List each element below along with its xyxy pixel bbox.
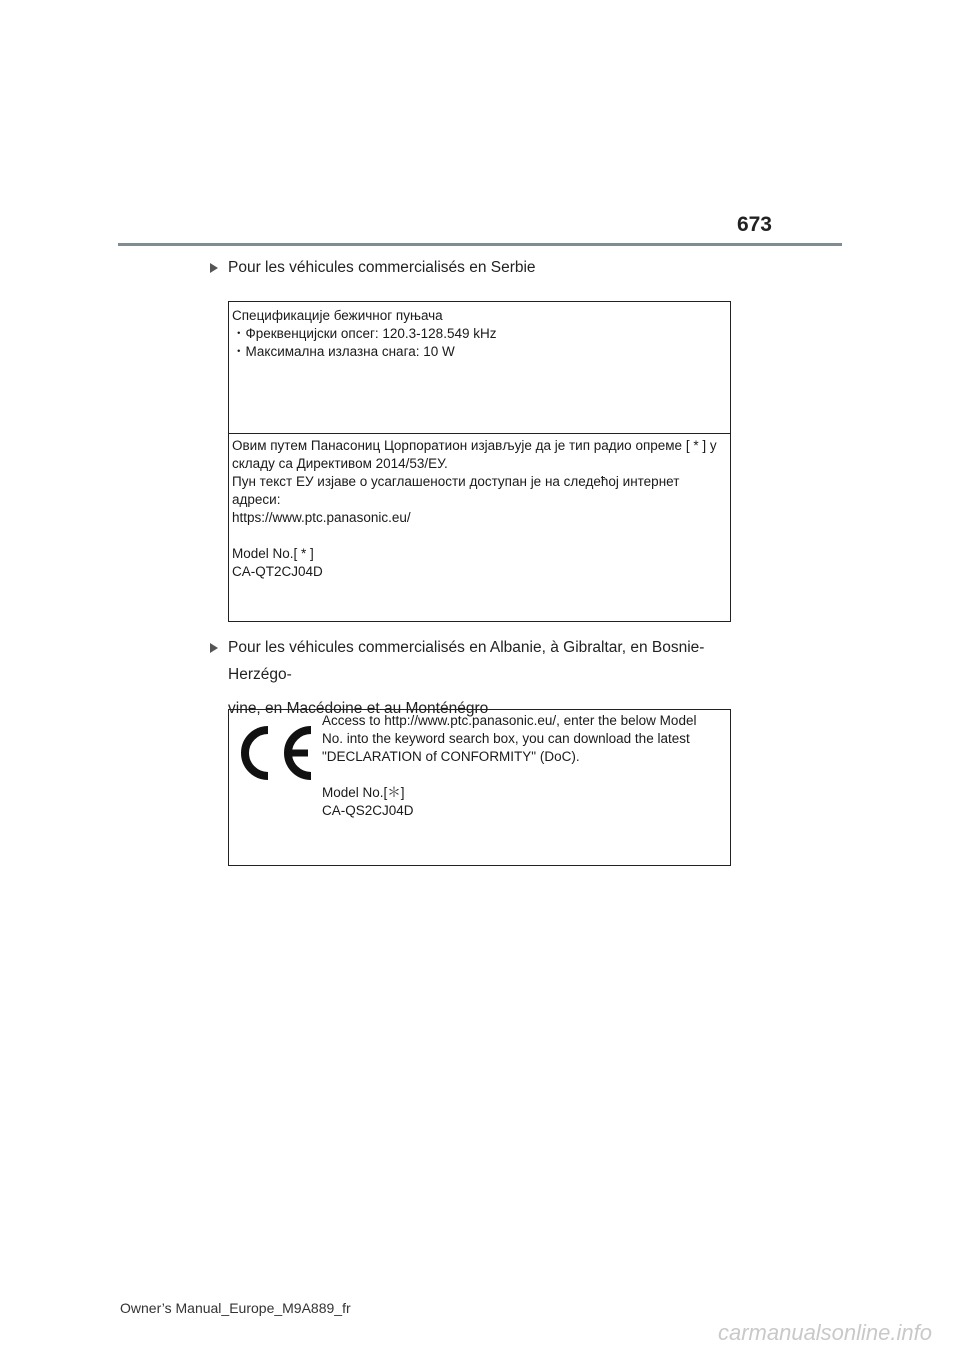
model-number: CA-QT2CJ04D [232,564,323,579]
declaration-url: https://www.ptc.panasonic.eu/ [232,510,411,525]
declaration-line: Овим путем Панасониц Цорпоратион изјављује да је тип радио опреме [ * ] у [232,438,717,453]
doc-line: Access to http://www.ptc.panasonic.eu/, enter the below Model [322,713,697,728]
balkans-heading-line2: vine, en Macédoine et au Monténégro [228,700,489,717]
blank-line [322,766,696,784]
ce-declaration-box [228,709,731,866]
ce-declaration-text [322,712,696,820]
doc-line: No. into the keyword search box, you can download the latest [322,731,690,746]
serbia-declaration-cell [229,434,730,581]
blank-line [232,527,730,545]
declaration-line: адреси: [232,492,281,507]
serbia-heading [210,254,750,281]
triangle-bullet-icon [210,643,218,653]
spec-line: ・Максимална излазна снага: 10 W [232,344,455,359]
triangle-bullet-icon [210,263,218,273]
serbia-declaration-box [228,301,731,622]
declaration-line: Пун текст ЕУ изјаве о усаглашености доступан је на следећој интернет [232,474,680,489]
model-number: CA-QS2CJ04D [322,803,414,818]
header-rule [118,243,842,246]
manual-footer: Owner’s Manual_Europe_M9A889_fr [120,1300,351,1316]
doc-line: "DECLARATION of CONFORMITY" (DoC). [322,749,580,764]
spec-line: Спецификације бежичног пуњача [232,308,443,323]
watermark: carmanualsonline.info [717,1320,932,1345]
model-number-label: Model No.[＊] [322,785,405,800]
balkans-heading-line1: Pour les véhicules commercialisés en Albanie, à Gibraltar, en Bosnie-Herzégo- [228,639,705,683]
page-number: 673 [736,213,772,236]
serbia-spec-cell [229,302,730,434]
serbia-heading-text: Pour les véhicules commercialisés en Serbie [228,259,536,276]
declaration-line: складу са Директивом 2014/53/ЕУ. [232,456,448,471]
model-number-label: Model No.[ * ] [232,546,314,561]
ce-mark-icon [235,720,317,786]
spec-line: ・Фреквенцијски опсег: 120.3-128.549 kHz [232,326,497,341]
